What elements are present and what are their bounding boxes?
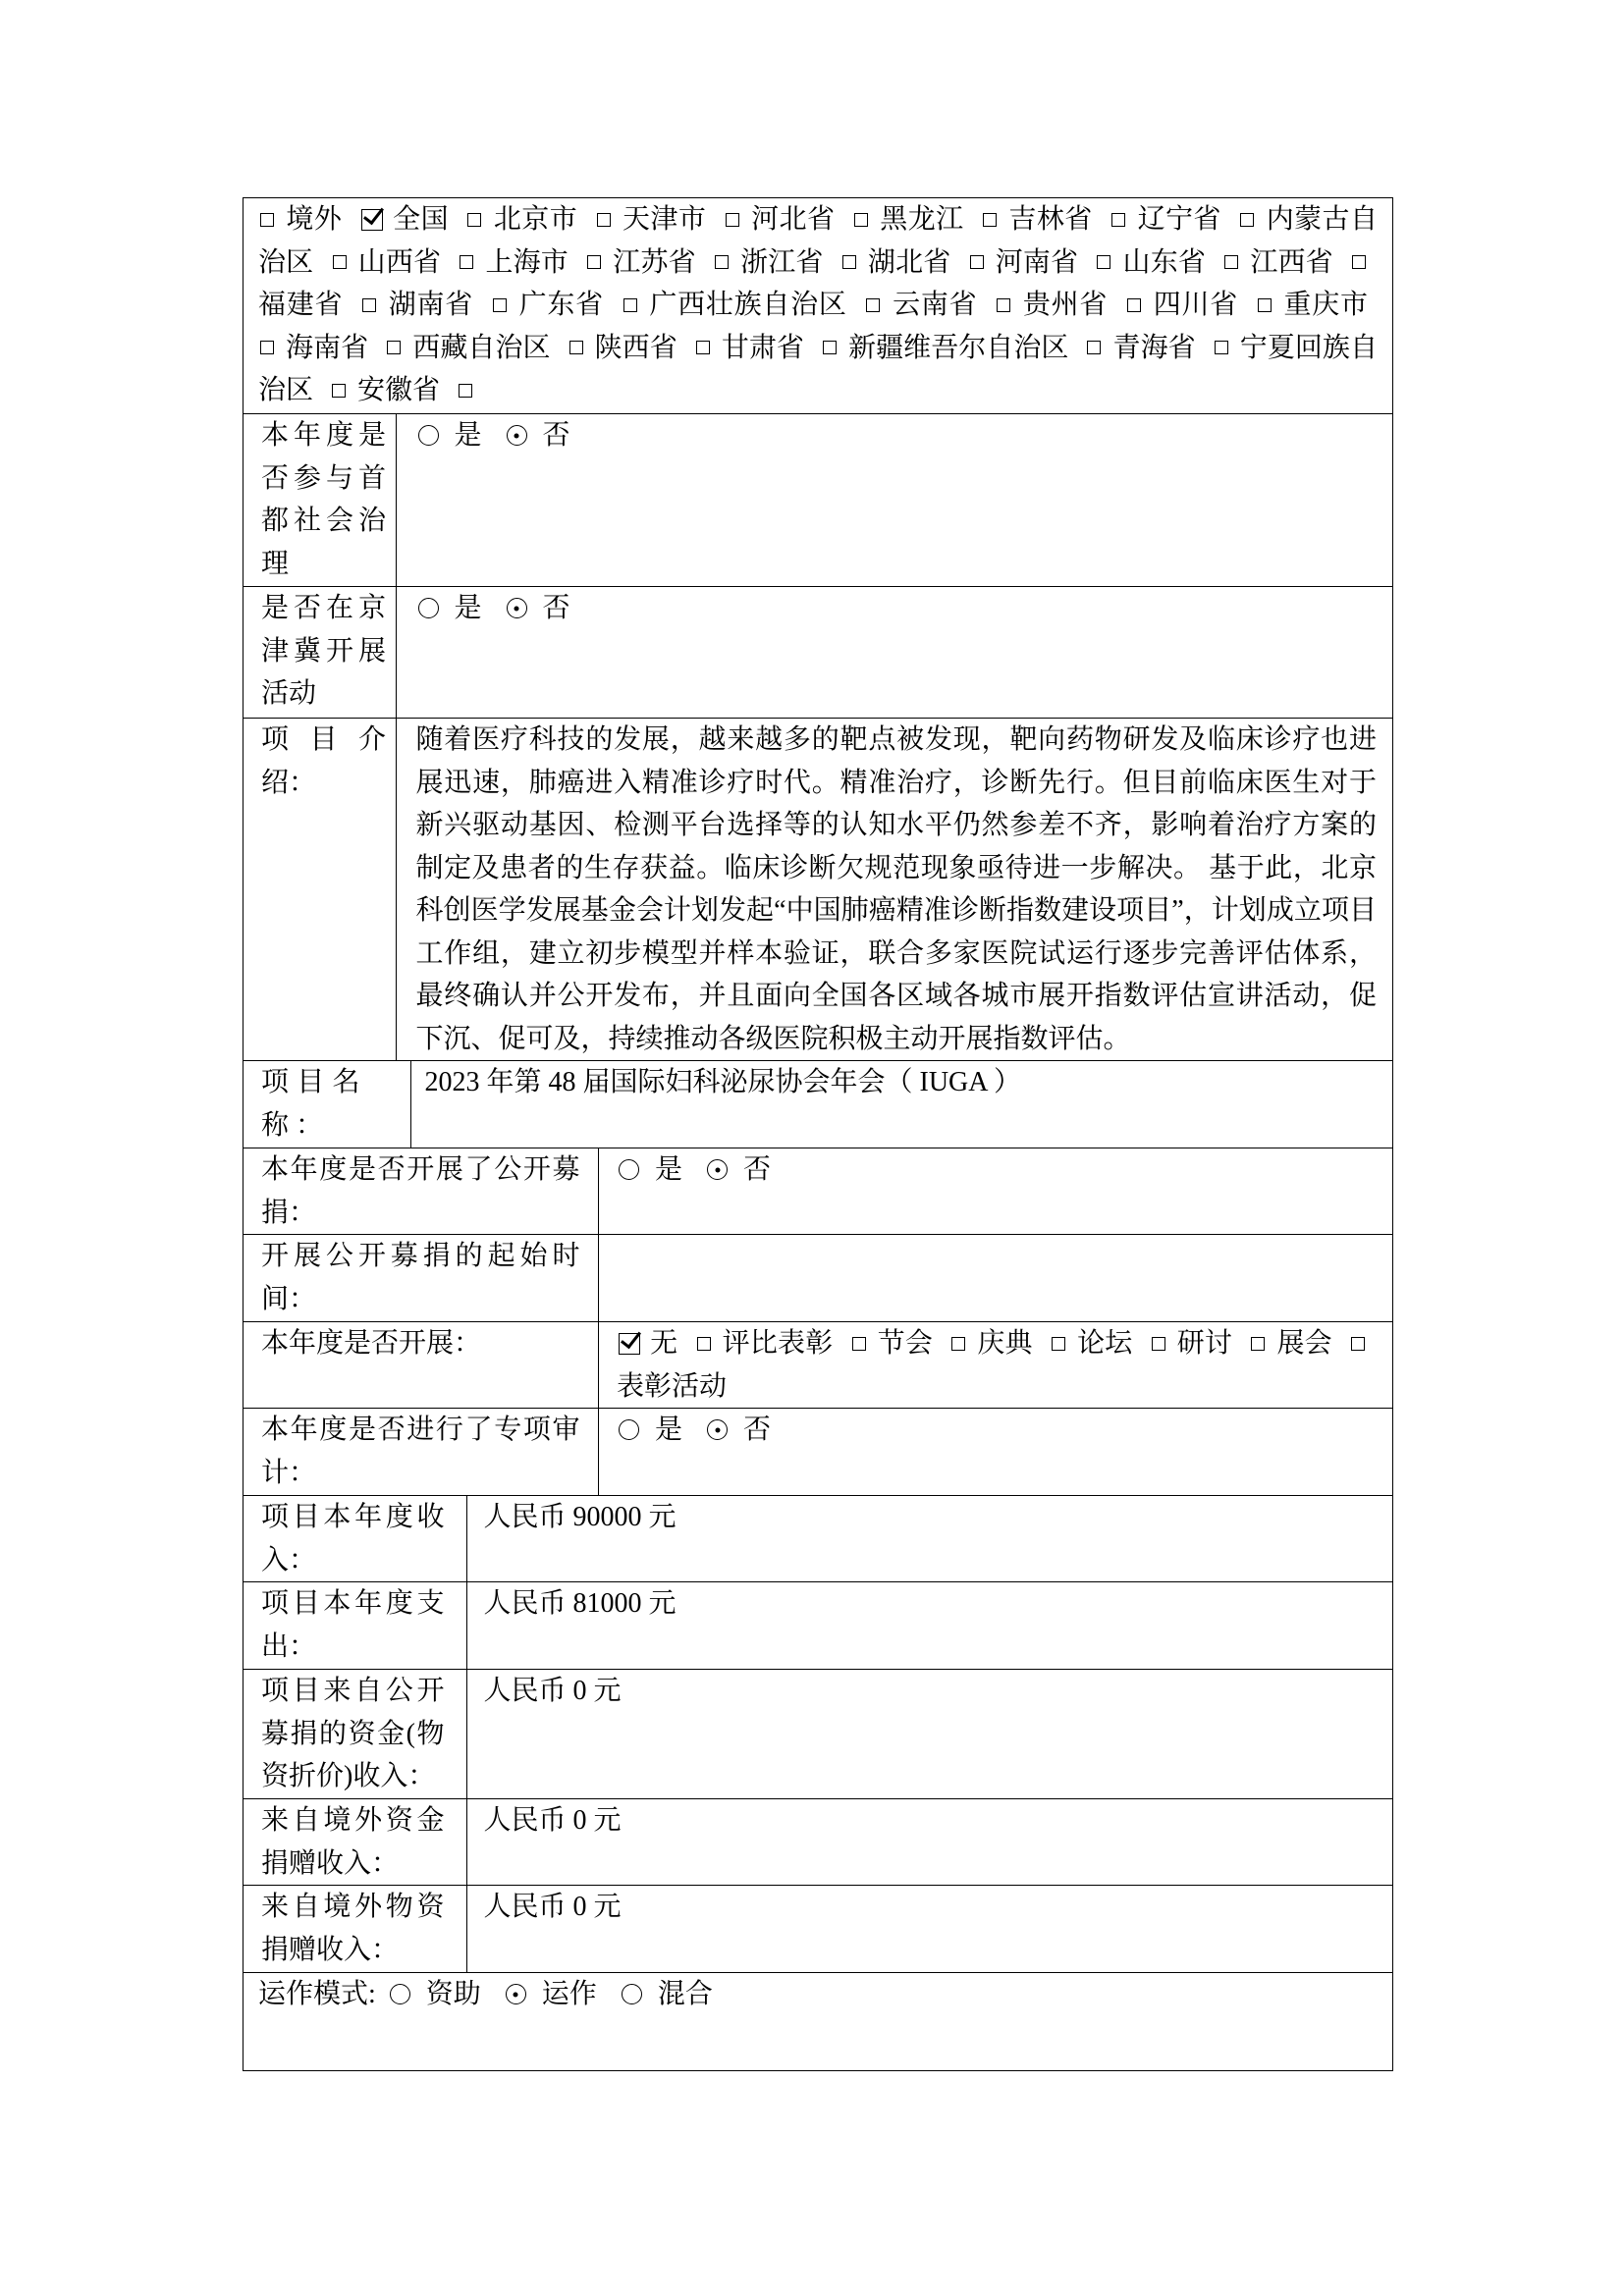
checkbox-option-label: 江西省: [1250, 246, 1333, 278]
checkbox-option[interactable]: [840, 247, 951, 278]
checkbox-option-label: 浙江省: [739, 246, 824, 278]
radio-selected-icon[interactable]: [707, 1419, 728, 1440]
checkbox-empty-icon[interactable]: [467, 213, 481, 227]
checkbox-empty-icon[interactable]: [951, 1337, 965, 1351]
project-intro-text: 随着医疗科技的发展，越来越多的靶点被发现，靶向药物研发及临床诊疗也进展迅速，肺癌进入精准诊疗时代。精准治疗，诊断先行。但目前临床医生对于新兴驱动基因、检测平台选择等的认知水平仍然参差不齐，影响着治疗方案的制定及患者的生存获益。临床诊断欠规范现象亟待进一步解决。 基于此，北京科创医学发展基金会计划发起“中国肺癌精准诊断指数建设项目”，计划成立项目工作组，建立初步模型并样本验证，联合多家医院试运行逐步完善评估体系，最终确认并公开发布，并且面向全国各区域各城市展开指数评估宣讲活动，促下沉、促可及，持续推动各级医院积极主动开展指数评估。: [415, 724, 1377, 1054]
radio-option[interactable]: [416, 420, 482, 451]
radio-option-label: 否: [542, 420, 570, 451]
fundraising-start-label: 开展公开募捐的起始时间：: [244, 1235, 599, 1321]
radio-option-label: 资助: [425, 1979, 481, 2009]
checkbox-option[interactable]: [1125, 290, 1238, 320]
checkbox-option[interactable]: [724, 204, 836, 235]
checkbox-option-label: 甘肃省: [721, 332, 804, 363]
checkbox-empty-icon[interactable]: [1224, 255, 1238, 269]
social-governance-options: [397, 414, 1392, 586]
expense-label: 项目本年度支出：: [244, 1582, 467, 1669]
checkbox-option-label: 上海市: [485, 246, 568, 278]
radio-option-label: 是: [655, 1154, 683, 1185]
checkbox-option[interactable]: [864, 290, 977, 320]
checkbox-empty-icon[interactable]: [1251, 1337, 1265, 1351]
checkbox-option[interactable]: [1085, 333, 1195, 363]
checkbox-option[interactable]: [385, 333, 550, 363]
public-fundraising-row: [244, 1148, 1392, 1235]
checkbox-empty-icon[interactable]: [823, 341, 837, 354]
checkbox-option[interactable]: [1256, 290, 1368, 320]
checkbox-empty-icon[interactable]: [493, 298, 507, 312]
checkbox-option[interactable]: [1222, 247, 1333, 278]
checkbox-empty-icon[interactable]: [362, 298, 376, 312]
checkbox-empty-icon[interactable]: [459, 384, 472, 398]
checkbox-empty-icon[interactable]: [1352, 255, 1366, 269]
income-value: 人民币 90000 元: [483, 1502, 677, 1532]
foreign-fund-income-value: 人民币 0 元: [483, 1805, 622, 1836]
activities-label: 本年度是否开展：: [244, 1322, 599, 1408]
checkbox-empty-icon[interactable]: [1111, 213, 1125, 227]
checkbox-empty-icon[interactable]: [1097, 255, 1110, 269]
checkbox-option[interactable]: [1150, 1328, 1233, 1359]
checkbox-option-label: 节会: [877, 1328, 934, 1359]
radio-selected-icon[interactable]: [506, 1984, 526, 2004]
checkbox-empty-icon[interactable]: [1087, 341, 1101, 354]
radio-selected-icon[interactable]: [507, 425, 527, 446]
operation-mode-cell: [244, 1973, 1392, 2070]
checkbox-empty-icon[interactable]: [1127, 298, 1141, 312]
checkbox-empty-icon[interactable]: [623, 298, 637, 312]
checkbox-checked-icon[interactable]: [619, 1333, 640, 1355]
radio-empty-icon[interactable]: [390, 1984, 410, 2004]
checkbox-option-label: 西藏自治区: [412, 332, 551, 363]
checkbox-empty-icon[interactable]: [696, 341, 710, 354]
checkbox-empty-icon[interactable]: [597, 213, 611, 227]
checkbox-empty-icon[interactable]: [1215, 341, 1228, 354]
checkbox-option[interactable]: [852, 204, 964, 235]
checkbox-empty-icon[interactable]: [726, 213, 739, 227]
service-region-row: [244, 198, 1392, 414]
checkbox-option-label: 宁夏回族自治区: [258, 332, 1378, 405]
checkbox-empty-icon[interactable]: [866, 298, 880, 312]
radio-empty-icon[interactable]: [622, 1984, 642, 2004]
checkbox-empty-icon[interactable]: [997, 298, 1010, 312]
checkbox-option[interactable]: [617, 1328, 677, 1359]
checkbox-option-label: 吉林省: [1008, 204, 1093, 235]
checkbox-empty-icon[interactable]: [842, 255, 856, 269]
project-name-label: 项目名称 ：: [244, 1061, 411, 1148]
radio-selected-icon[interactable]: [507, 598, 527, 618]
checkbox-option-label: 黑龙江: [879, 204, 964, 235]
checkbox-empty-icon[interactable]: [1052, 1337, 1065, 1351]
checkbox-empty-icon[interactable]: [587, 255, 601, 269]
checkbox-option-label: 福建省: [258, 290, 344, 320]
foreign-fund-income-label: 来自境外资金捐赠收入：: [244, 1799, 467, 1885]
special-audit-label: 本年度是否进行了专项审计：: [244, 1409, 599, 1495]
checkbox-checked-icon[interactable]: [361, 209, 383, 231]
service-region-options: [244, 198, 1392, 413]
radio-option-label: 否: [743, 1415, 772, 1445]
checkbox-empty-icon[interactable]: [697, 1337, 711, 1351]
radio-option[interactable]: [617, 1415, 682, 1445]
checkbox-option[interactable]: [258, 333, 368, 363]
radio-option-label: 是: [454, 420, 482, 451]
income-label: 项目本年度收入：: [244, 1496, 467, 1581]
radio-empty-icon[interactable]: [418, 598, 439, 618]
fundraising-start-value: [599, 1235, 1392, 1321]
checkbox-empty-icon[interactable]: [569, 341, 583, 354]
checkbox-option-label: 海南省: [286, 332, 369, 363]
checkbox-empty-icon[interactable]: [260, 213, 274, 227]
project-intro-row: [244, 719, 1392, 1061]
radio-option-label: 否: [542, 593, 570, 623]
checkbox-option-label: 庆典: [977, 1328, 1033, 1359]
checkbox-empty-icon[interactable]: [460, 255, 473, 269]
checkbox-option[interactable]: [258, 204, 342, 235]
checkbox-option-label: 湖北省: [867, 246, 951, 278]
checkbox-option[interactable]: [568, 333, 677, 363]
checkbox-option[interactable]: [821, 333, 1068, 363]
fundraising-start-row: [244, 1235, 1392, 1322]
checkbox-option[interactable]: [1249, 1328, 1332, 1359]
radio-option-label: 否: [743, 1154, 772, 1185]
public-fundraising-options: [599, 1148, 1392, 1234]
checkbox-option-label: 山东省: [1122, 246, 1207, 278]
radio-empty-icon[interactable]: [619, 1419, 639, 1440]
foreign-material-income-label: 来自境外物资捐赠收入：: [244, 1886, 467, 1972]
checkbox-option[interactable]: [458, 247, 568, 278]
checkbox-option[interactable]: [465, 204, 577, 235]
checkbox-empty-icon[interactable]: [1240, 213, 1254, 227]
checkbox-empty-icon[interactable]: [260, 341, 274, 354]
checkbox-option[interactable]: [491, 290, 604, 320]
checkbox-empty-icon[interactable]: [854, 213, 868, 227]
checkbox-option-label: 内蒙古自治区: [258, 204, 1378, 278]
activities-row: [244, 1322, 1392, 1409]
checkbox-empty-icon[interactable]: [852, 1337, 866, 1351]
project-intro-label: 项目介绍：: [244, 719, 397, 1060]
checkbox-option-label: 研讨: [1176, 1328, 1233, 1359]
checkbox-option[interactable]: [457, 375, 484, 405]
radio-option-label: 是: [454, 593, 482, 623]
checkbox-option-label: 云南省: [892, 290, 978, 320]
operation-mode-row: [244, 1973, 1392, 2070]
jingjinji-label: 是否在京津冀开展活动: [244, 587, 397, 718]
checkbox-option-label: 广东省: [517, 290, 604, 320]
checkbox-empty-icon[interactable]: [970, 255, 984, 269]
expense-row: [244, 1582, 1392, 1670]
checkbox-option-label: 湖南省: [388, 290, 474, 320]
checkbox-option-label: 全国: [392, 204, 449, 235]
checkbox-option-label: 北京市: [493, 204, 578, 235]
checkbox-empty-icon[interactable]: [387, 341, 401, 354]
checkbox-option-label: 河北省: [750, 204, 836, 235]
radio-option[interactable]: [504, 1979, 597, 2009]
checkbox-option[interactable]: [1095, 247, 1206, 278]
special-audit-options: [599, 1409, 1392, 1495]
income-row: [244, 1496, 1392, 1582]
checkbox-option-label: 展会: [1276, 1328, 1332, 1359]
radio-option[interactable]: [416, 593, 482, 623]
radio-option-label: 混合: [657, 1979, 713, 2009]
public-donation-income-label: 项目来自公开募捐的资金(物资折价)收入：: [244, 1670, 467, 1798]
checkbox-option[interactable]: [1110, 204, 1221, 235]
checkbox-option[interactable]: [713, 247, 824, 278]
operation-mode-label: 运作模式:: [258, 1979, 376, 2009]
checkbox-option[interactable]: [850, 1328, 934, 1359]
foreign-material-income-row: [244, 1886, 1392, 1973]
checkbox-option-label: 表彰活动: [617, 1370, 728, 1402]
foreign-material-income-value: 人民币 0 元: [483, 1892, 622, 1922]
operation-mode-options: [388, 1979, 729, 2009]
checkbox-option[interactable]: [622, 290, 847, 320]
checkbox-option-label: 境外: [286, 204, 343, 235]
checkbox-option[interactable]: [694, 333, 804, 363]
checkbox-empty-icon[interactable]: [1152, 1337, 1165, 1351]
radio-selected-icon[interactable]: [707, 1159, 728, 1180]
checkbox-empty-icon[interactable]: [333, 255, 347, 269]
checkbox-option[interactable]: [981, 204, 1093, 235]
radio-option[interactable]: [705, 1415, 771, 1445]
radio-option[interactable]: [705, 1154, 771, 1185]
radio-empty-icon[interactable]: [619, 1159, 639, 1180]
checkbox-empty-icon[interactable]: [1258, 298, 1272, 312]
social-governance-label: 本年度是否参与首都社会治理: [244, 414, 397, 586]
radio-option[interactable]: [388, 1979, 481, 2009]
checkbox-option[interactable]: [331, 247, 442, 278]
checkbox-option[interactable]: [359, 204, 449, 235]
checkbox-option-label: 四川省: [1152, 290, 1238, 320]
checkbox-option[interactable]: [595, 204, 707, 235]
checkbox-option-label: 青海省: [1112, 332, 1196, 363]
checkbox-option-label: 陕西省: [594, 332, 677, 363]
checkbox-option[interactable]: [949, 1328, 1033, 1359]
foreign-fund-income-row: [244, 1799, 1392, 1886]
radio-option[interactable]: [505, 420, 570, 451]
radio-option-label: 是: [655, 1415, 683, 1445]
project-name-value: 2023 年第 48 届国际妇科泌尿协会年会（ IUGA ）: [424, 1067, 1021, 1097]
radio-option[interactable]: [505, 593, 570, 623]
radio-option[interactable]: [620, 1979, 713, 2009]
checkbox-empty-icon[interactable]: [715, 255, 729, 269]
checkbox-option[interactable]: [968, 247, 1079, 278]
checkbox-option[interactable]: [995, 290, 1108, 320]
checkbox-option[interactable]: [1050, 1328, 1133, 1359]
checkbox-option[interactable]: [360, 290, 473, 320]
checkbox-option-label: 贵州省: [1022, 290, 1109, 320]
expense-value: 人民币 81000 元: [483, 1588, 677, 1619]
radio-option-label: 运作: [541, 1979, 597, 2009]
checkbox-option[interactable]: [695, 1328, 834, 1359]
checkbox-option-label: 广西壮族自治区: [648, 290, 847, 320]
public-donation-income-row: [244, 1670, 1392, 1799]
checkbox-empty-icon[interactable]: [983, 213, 997, 227]
project-info-table: [243, 197, 1393, 2071]
checkbox-option-label: 论坛: [1076, 1328, 1133, 1359]
activities-options: [599, 1322, 1392, 1408]
public-donation-income-value: 人民币 0 元: [483, 1676, 622, 1706]
checkbox-option-label: 安徽省: [357, 375, 441, 405]
special-audit-row: [244, 1409, 1392, 1496]
checkbox-option-label: 山西省: [357, 246, 442, 278]
checkbox-option-label: 河南省: [995, 246, 1079, 278]
checkbox-option-label: 江苏省: [613, 246, 696, 278]
checkbox-empty-icon[interactable]: [1351, 1337, 1365, 1351]
jingjinji-row: [244, 587, 1392, 719]
checkbox-option-label: 重庆市: [1282, 290, 1368, 320]
public-fundraising-label: 本年度是否开展了公开募捐：: [244, 1148, 599, 1234]
social-governance-row: [244, 414, 1392, 587]
checkbox-option-label: 评比表彰: [722, 1328, 834, 1359]
checkbox-option-label: 辽宁省: [1137, 204, 1221, 235]
checkbox-option-label: 新疆维吾尔自治区: [848, 332, 1069, 363]
checkbox-option-label: 天津市: [622, 204, 707, 235]
checkbox-option[interactable]: [330, 375, 440, 405]
jingjinji-options: [397, 587, 1392, 718]
radio-empty-icon[interactable]: [418, 425, 439, 446]
radio-option[interactable]: [617, 1154, 682, 1185]
checkbox-empty-icon[interactable]: [332, 384, 346, 398]
checkbox-option-label: 无: [650, 1328, 678, 1359]
checkbox-option[interactable]: [585, 247, 696, 278]
project-name-row: [244, 1061, 1392, 1148]
